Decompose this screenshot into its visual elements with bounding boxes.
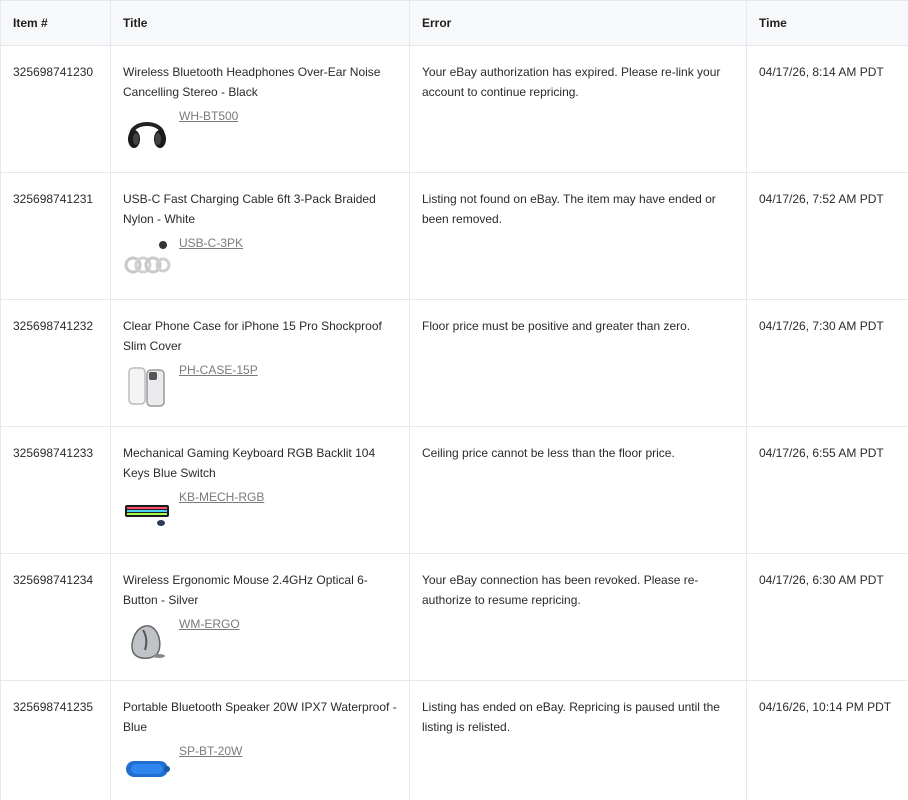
time-cell: 04/17/26, 7:30 AM PDT: [747, 300, 908, 427]
table-row: [1, 554, 908, 681]
sku-link[interactable]: SP-BT-20W: [179, 744, 243, 758]
column-header-title[interactable]: Title: [111, 1, 410, 46]
product-line: [123, 362, 397, 410]
sku-link[interactable]: USB-C-3PK: [179, 236, 244, 250]
mouse-icon: [123, 616, 171, 664]
product-title: Clear Phone Case for iPhone 15 Pro Shockproof Slim Cover: [123, 319, 382, 353]
title-cell: [111, 300, 410, 427]
headphones-icon: [123, 108, 171, 156]
time-cell: 04/16/26, 10:14 PM PDT: [747, 681, 908, 800]
phone-case-icon: [123, 362, 171, 410]
product-title: Wireless Ergonomic Mouse 2.4GHz Optical 6-Button - Silver: [123, 573, 368, 607]
sku-link[interactable]: WH-BT500: [179, 109, 239, 123]
product-line: [123, 616, 397, 664]
product-line: [123, 489, 397, 537]
column-header-time[interactable]: Time: [747, 1, 908, 46]
product-title: USB-C Fast Charging Cable 6ft 3-Pack Braided Nylon - White: [123, 192, 376, 226]
product-title: Mechanical Gaming Keyboard RGB Backlit 104 Keys Blue Switch: [123, 446, 376, 480]
keyboard-icon: [123, 489, 171, 537]
product-line: [123, 235, 397, 283]
error-cell: Your eBay authorization has expired. Please re-link your account to continue repricing.: [410, 46, 747, 173]
item-number-cell: 325698741230: [1, 46, 111, 173]
sku-link[interactable]: WM-ERGO: [179, 617, 240, 631]
table-row: [1, 173, 908, 300]
table-row: [1, 427, 908, 554]
error-cell: Listing not found on eBay. The item may have ended or been removed.: [410, 173, 747, 300]
table-row: [1, 681, 908, 800]
column-header-error[interactable]: Error: [410, 1, 747, 46]
title-cell: [111, 173, 410, 300]
title-cell: [111, 427, 410, 554]
speaker-icon: [123, 743, 171, 791]
product-title: Wireless Bluetooth Headphones Over-Ear Noise Cancelling Stereo - Black: [123, 65, 381, 99]
cable-icon: [123, 235, 171, 283]
item-number-cell: 325698741234: [1, 554, 111, 681]
item-number-cell: 325698741232: [1, 300, 111, 427]
time-cell: 04/17/26, 8:14 AM PDT: [747, 46, 908, 173]
error-cell: Ceiling price cannot be less than the floor price.: [410, 427, 747, 554]
error-cell: Your eBay connection has been revoked. Please re-authorize to resume repricing.: [410, 554, 747, 681]
title-cell: [111, 681, 410, 800]
item-number-cell: 325698741233: [1, 427, 111, 554]
item-number-cell: 325698741231: [1, 173, 111, 300]
error-cell: Listing has ended on eBay. Repricing is paused until the listing is relisted.: [410, 681, 747, 800]
sku-link[interactable]: PH-CASE-15P: [179, 363, 258, 377]
product-line: [123, 743, 397, 791]
table-row: [1, 300, 908, 427]
time-cell: 04/17/26, 6:55 AM PDT: [747, 427, 908, 554]
error-cell: Floor price must be positive and greater than zero.: [410, 300, 747, 427]
sku-link[interactable]: KB-MECH-RGB: [179, 490, 265, 504]
product-title: Portable Bluetooth Speaker 20W IPX7 Waterproof - Blue: [123, 700, 397, 734]
title-cell: [111, 46, 410, 173]
time-cell: 04/17/26, 7:52 AM PDT: [747, 173, 908, 300]
table-header-row: [1, 1, 908, 46]
product-line: [123, 108, 397, 156]
table-row: [1, 46, 908, 173]
item-number-cell: 325698741235: [1, 681, 111, 800]
column-header-item[interactable]: Item #: [1, 1, 111, 46]
time-cell: 04/17/26, 6:30 AM PDT: [747, 554, 908, 681]
title-cell: [111, 554, 410, 681]
